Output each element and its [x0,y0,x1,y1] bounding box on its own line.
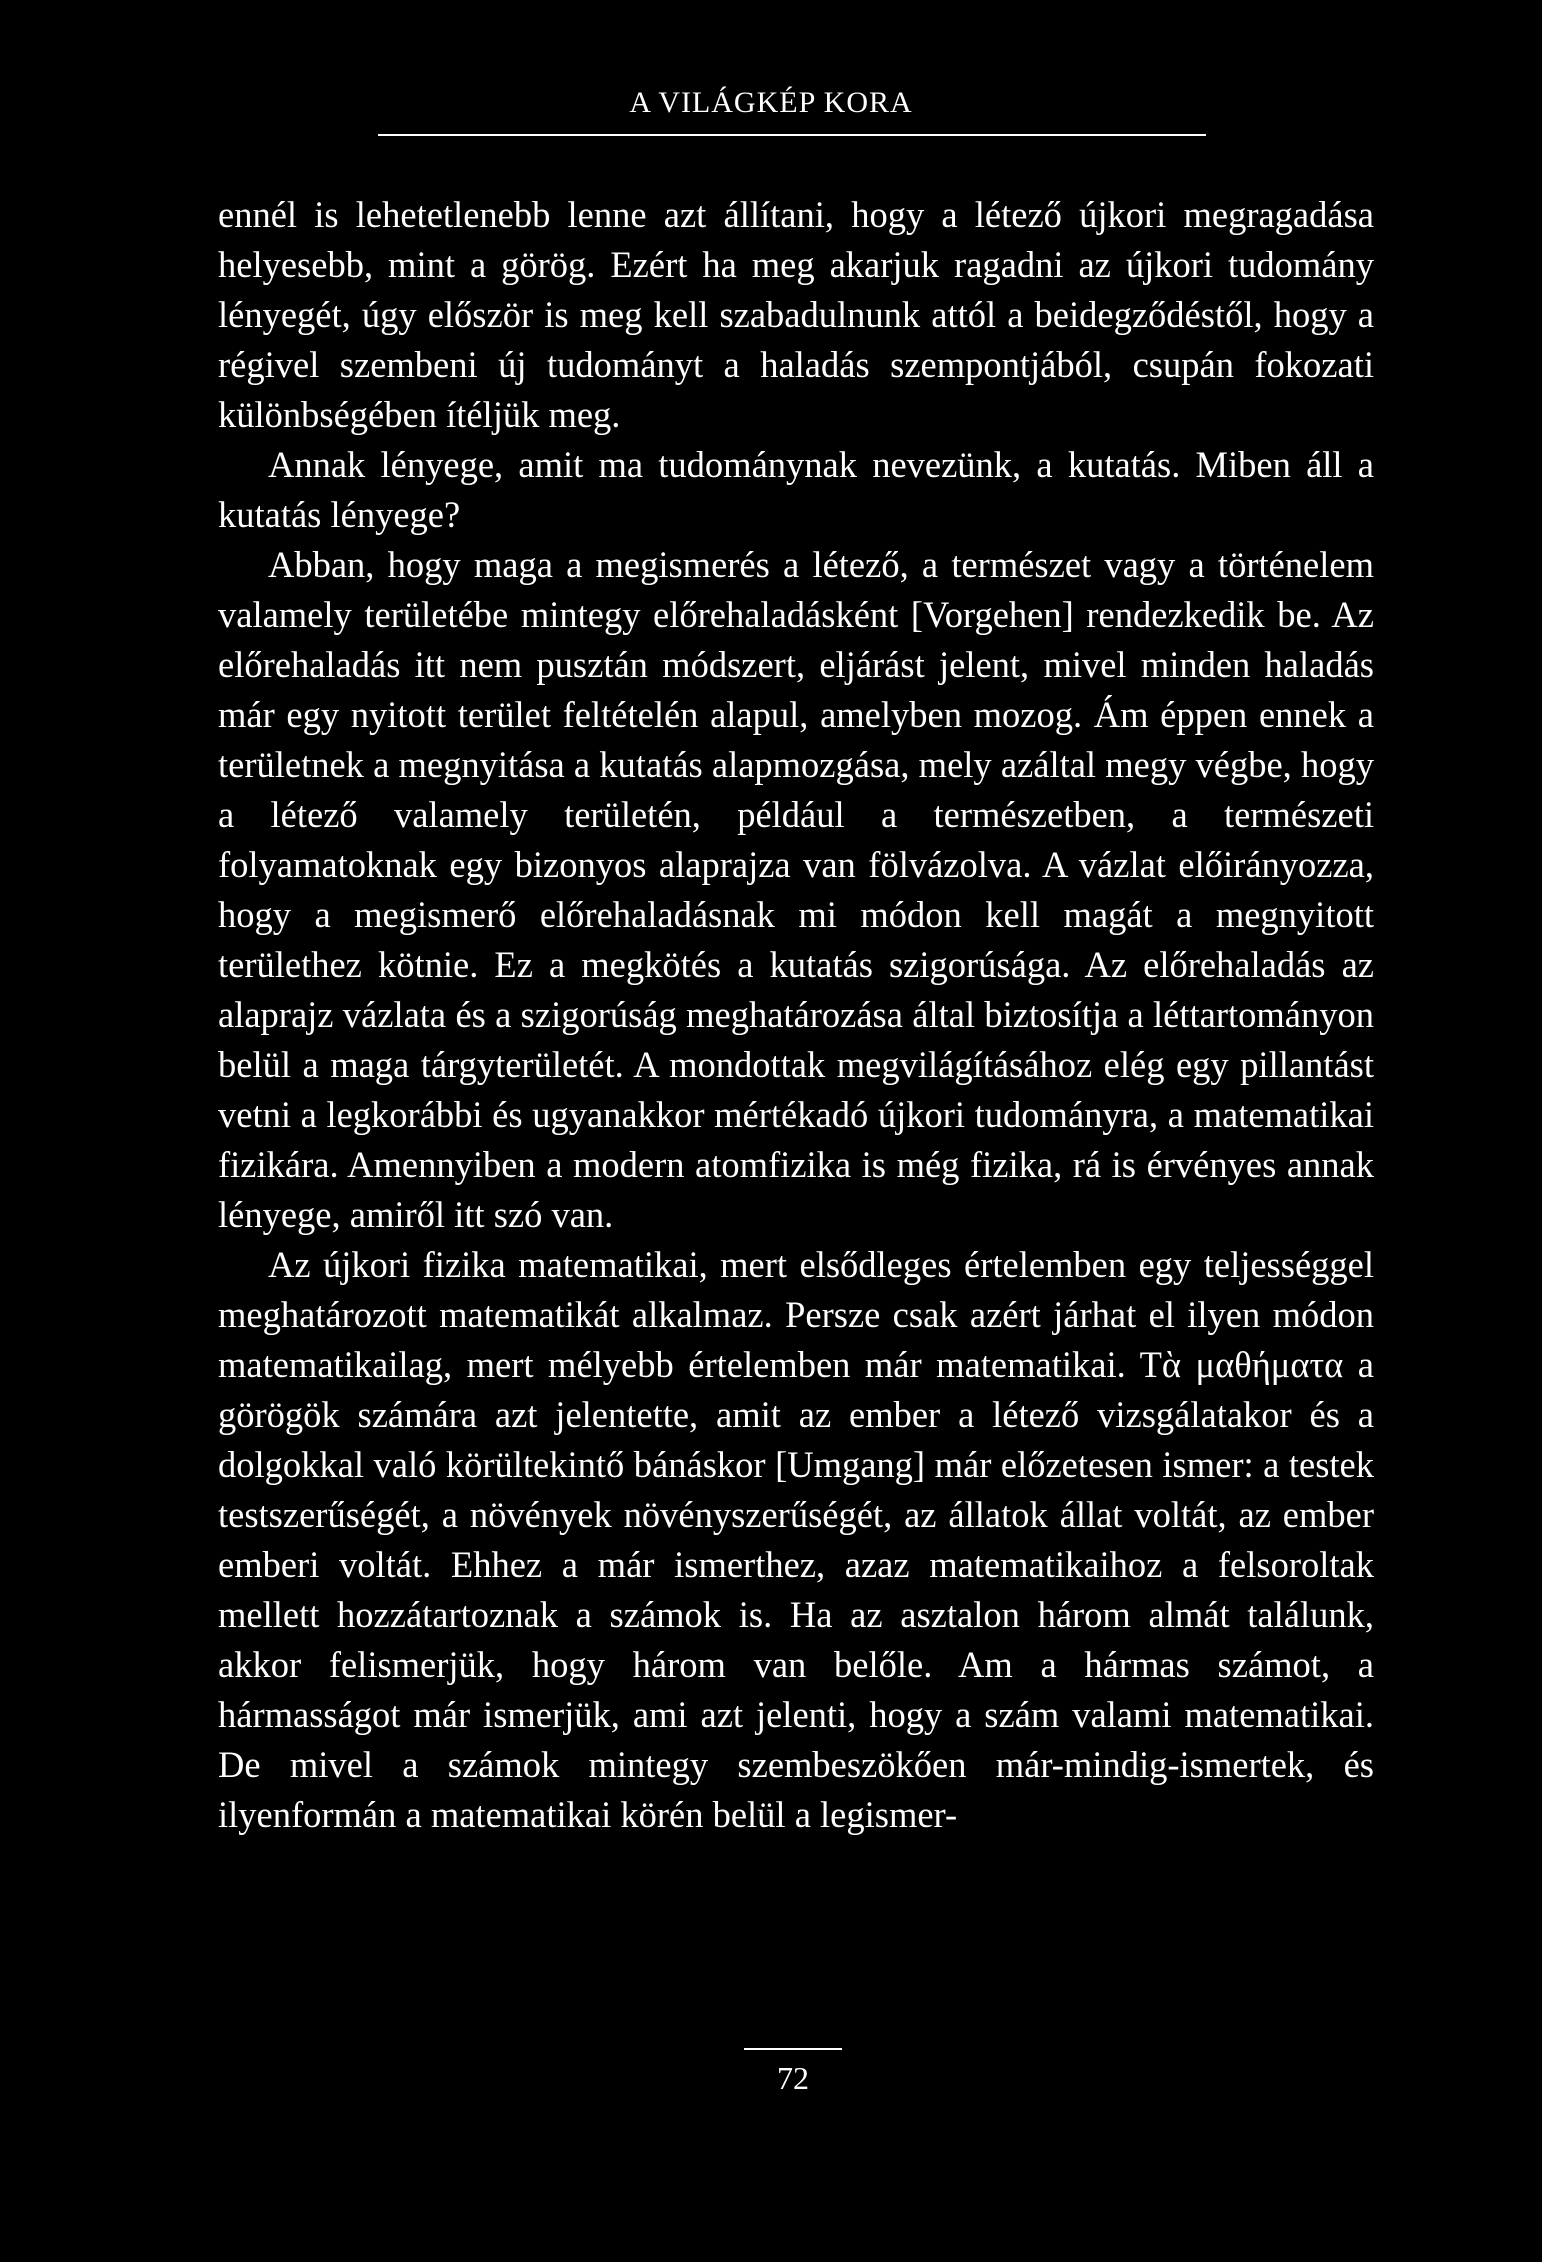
page-number: 72 [777,2060,809,2096]
paragraph-1: ennél is lehetetlenebb lenne azt állítani, hogy a létező újkori megragadása helyesebb, mint a görög. Ezért ha meg akarjuk ragadni az újkori tudomány lényegét, úgy először is meg kell szabadulnunk attól a beidegződéstől, hogy a régivel szembeni új tudományt a haladás szempontjából, csupán fokozati különbségében ítéljük meg. [218,194,1374,435]
paragraph-2: Annak lényege, amit ma tudománynak nevezünk, a kutatás. Miben áll a kutatás lényege? [218,444,1374,535]
body-text [218,190,1374,1840]
running-head: A VILÁGKÉP KORA [629,86,913,119]
paragraph-3: Abban, hogy maga a megismerés a létező, a természet vagy a történelem valamely területébe mintegy előrehaladásként [Vorgehen] rendezkedik be. Az előrehaladás itt nem pusztán módszert, eljárást jelent, mivel minden haladás már egy nyitott terület feltételén alapul, amelyben mozog. Ám éppen ennek a területnek a megnyitása a kutatás alapmozgása, mely azáltal megy végbe, hogy a létező valamely területén, például a természetben, a természeti folyamatoknak egy bizonyos alaprajza van fölvázolva. A vázlat előirányozza, hogy a megismerő előrehaladásnak mi módon kell magát a megnyitott területhez kötnie. Ez a megkötés a kutatás szigorúsága. Az előrehaladás az alaprajz vázlata és a szigorúság meghatározása által biztosítja a léttartományon belül a maga tárgyterületét. A mondottak megvilágításához elég egy pillantást vetni a legkorábbi és ugyanakkor mértékadó újkori tudományra, a matematikai fizikára. Amennyiben a modern atomfizika is még fizika, rá is érvényes annak lényege, amiről itt szó van. [218,544,1374,1235]
header-rule [378,134,1206,136]
paragraph-4: Az újkori fizika matematikai, mert elsődleges értelemben egy teljességgel meghatározott matematikát alkalmaz. Persze csak azért járhat el ilyen módon matematikailag, mert mélyebb értelemben már matematikai. Tὰ μαθήματα a görögök számára azt jelentette, amit az ember a létező vizsgálatakor és a dolgokkal való körültekintő bánáskor [Umgang] már előzetesen ismer: a testek testszerűségét, a növények növényszerűségét, az állatok állat voltát, az ember emberi voltát. Ehhez a már ismerthez, azaz matematikaihoz a felsoroltak mellett hozzátartoznak a számok is. Ha az asztalon három almát találunk, akkor felismerjük, hogy három van belőle. Am a hármas számot, a hármasságot már ismerjük, ami azt jelenti, hogy a szám valami matematikai. De mivel a számok mintegy szembeszökően már-mindig-ismertek, és ilyenformán a matematikai körén belül a legismer- [218,1244,1374,1835]
footer-rule [744,2048,842,2050]
